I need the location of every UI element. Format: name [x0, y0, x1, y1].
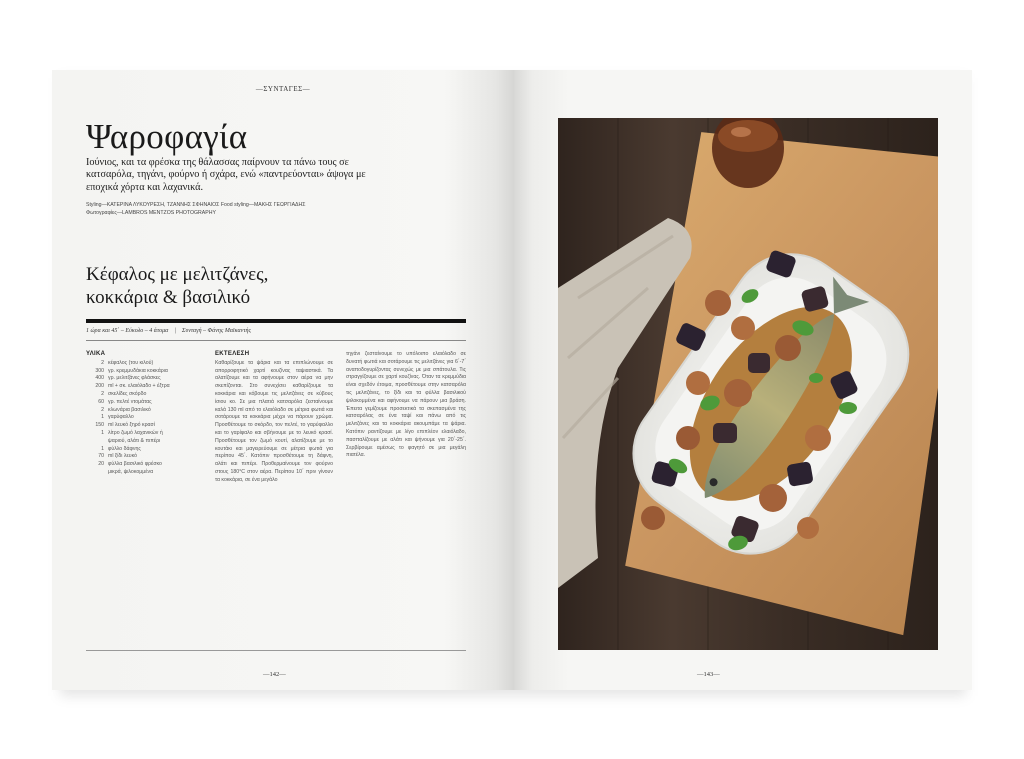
- ingredient-name: σκελίδες σκόρδο: [108, 390, 147, 397]
- right-page: [514, 70, 972, 690]
- section-label: —ΣΥΝΤΑΓΕΣ—: [255, 85, 311, 93]
- ingredients-heading: ΥΛΙΚΑ: [86, 351, 106, 357]
- recipe-title-line-2: κοκκάρια & βασιλικό: [86, 287, 251, 308]
- magazine-spread: [52, 70, 972, 690]
- recipe-meta-time: 1 ώρα και 45΄ – Εύκολο – 4 άτομα: [86, 328, 169, 334]
- ingredient-row: [86, 422, 191, 430]
- intro-text: Ιούνιος, και τα φρέσκα της θάλασσας παίρνουν τα πάνω τους σε κατσαρόλα, τηγάνι, φούρνο ή σχάρα, ενώ «παντρεύονται» άψογα με εποχικά χόρτα και λαχανικά.: [86, 157, 366, 193]
- page-number-right: —143—: [697, 671, 720, 678]
- ingredient-qty: 400: [95, 375, 104, 382]
- recipe-meta: [86, 328, 466, 334]
- plated-fish-dish-image: [558, 118, 938, 650]
- ingredient-qty: 2: [101, 359, 104, 366]
- ingredient-name: μικρά, ψιλοκομμένα: [108, 468, 154, 475]
- ingredient-qty: [86, 438, 108, 446]
- ingredient-qty: 150: [95, 422, 104, 429]
- thick-rule: [86, 319, 466, 323]
- ingredient-row: [86, 399, 191, 407]
- meta-separator: |: [174, 328, 176, 334]
- ingredient-name: φύλλα βασιλικό φρέσκο: [108, 461, 162, 468]
- ingredient-name: γρ. πελτέ ντομάτας: [108, 398, 152, 405]
- ingredient-qty: 1: [101, 429, 104, 436]
- ingredient-row: [86, 461, 191, 469]
- ingredient-row: [86, 360, 191, 368]
- ingredient-qty: 2: [101, 406, 104, 413]
- ingredient-qty: [86, 469, 108, 477]
- ingredient-qty: 20: [98, 461, 104, 468]
- recipe-title-line-1: Κέφαλος με μελιτζάνες,: [86, 264, 269, 285]
- ingredient-name: ml + σκ. ελαιόλαδο + έξτρα: [108, 383, 170, 390]
- ingredient-name: ψαριού, αλάτι & πιπέρι: [108, 437, 161, 444]
- method-text-2: τηγάνι ζεσταίνουμε το υπόλοιπο ελαιόλαδο σε δυνατή φωτιά και σοτάρουμε τις μελιτζάνες για 6΄-7΄ αναποδογυρίζοντας συνεχώς με μια σπάτουλα. Τις στραγγίζουμε σε χαρτί κουζίνας. Όταν τα κρεμμύδια είναι σχεδόν έτοιμα, προσθέτουμε στην κατσαρόλα τις μελιτζάνες, το ξίδι και τα φύλλα βασιλικού ψιλοκομμένα και αφήνουμε να πάρουν μια βράση. Έπειτα γεμίζουμε προσεκτικά τα σκεπασμένα της κατσαρόλας σε ένα ταψί και πάνω από τις μελιτζάνες και τα κοκκάρια ακουμπάμε τα ψάρια. Κατόπιν ραντίζουμε με λίγο επιπλέον ελαιόλαδο, πασπαλίζουμε με αλάτι και ψήνουμε για 20΄-25΄. Σερβίρουμε αμέσως το φαγητό σε μια μεγάλη πιατέλα.: [346, 351, 466, 459]
- ingredient-row: [86, 453, 191, 461]
- ingredient-qty: 300: [95, 367, 104, 374]
- ingredient-qty: 70: [98, 453, 104, 460]
- recipe-title: [86, 263, 346, 309]
- bottom-rule: [86, 650, 466, 651]
- ingredient-qty: 1: [101, 445, 104, 452]
- method-heading: ΕΚΤΕΛΕΣΗ: [215, 351, 250, 357]
- ingredient-row: [86, 438, 191, 446]
- ingredient-name: ml ξίδι λευκό: [108, 453, 138, 460]
- ingredient-name: φύλλο δάφνης: [108, 445, 141, 452]
- credits-line-1: Styling—ΚΑΤΕΡΙΝΑ ΛΥΚΟΥΡΕΣΗ, ΤΖΑΝΝΗΣ ΣΦΗΝΑΙΟΣ Food styling—ΜΑΚΗΣ ΓΕΩΡΓΙΑΔΗΣ: [86, 202, 306, 208]
- method-column-1: [215, 351, 333, 485]
- ingredient-row: [86, 446, 191, 454]
- ingredient-name: λίτρο ζωμό λαχανικών ή: [108, 429, 163, 436]
- method-text-1: Καθαρίζουμε τα ψάρια και τα επιπλώνουμε σε απορροφητικό χαρτί κουζίνας ταψιαστικά. Τα αλατίζουμε και τα αφήνουμε στον αέρα να μην σκεπίζονται. Στο συνεχίσει καθαρίζουμε τα κοκκάρια και κόβουμε τις μελιτζάνες σε κύβους ίσιου κο. Σε μια πλατιά κατσαρόλα ζεσταίνουμε καλά 130 ml από το ελαιόλαδο σε μέτρια φωτιά και σοτάρουμε τα κοκκάρια μέχρι να πάρουν χρώμα. Προσθέτουμε το σκόρδο, τον πελτέ, το γαρύφαλλο και το γαρίφαλο και σβήνουμε με το λευκό κρασί. Προσθέτουμε τον ζωμό κουτί, αλατίζουμε με το κουτάκι και μαγειρεύουμε σε μέτρια φωτιά για περίπου 45΄. Κατόπιν προσθέτουμε τη δάφνη, αλάτι και πιπέρι. Προθερμαίνουμε τον φούρνο στους 180°C στον αέρα. Περίπου 10΄ πριν γίνουν τα κοκκάρια, σε ένα μεγάλο: [215, 359, 333, 483]
- ingredient-name: γρ. κρεμμυδάκια κοκκάρια: [108, 367, 168, 374]
- ingredient-qty: 1: [101, 414, 104, 421]
- ingredients-column: [86, 351, 191, 477]
- ingredient-name: γρ. μελιτζάνες φλάσκες: [108, 375, 161, 382]
- ingredient-row: [86, 469, 191, 477]
- ingredient-row: [86, 414, 191, 422]
- ingredient-row: [86, 430, 191, 438]
- ingredient-name: κέφαλος (του κιλού): [108, 359, 154, 366]
- page-number-left: —142—: [263, 671, 286, 678]
- page-title: Ψαροφαγία: [86, 117, 248, 156]
- ingredient-row: [86, 391, 191, 399]
- recipe-meta-author: Συνταγή – Φάνης Μαϊκαντής: [181, 328, 251, 334]
- ingredient-qty: 2: [101, 390, 104, 397]
- ingredient-name: ml λευκό ξηρό κρασί: [108, 422, 155, 429]
- ingredient-name: γαρύφαλλο: [108, 414, 134, 421]
- ingredients-list: [86, 360, 191, 477]
- method-column-2: [346, 351, 466, 460]
- ingredient-name: κλωνάρια βασιλικό: [108, 406, 151, 413]
- ingredient-row: [86, 383, 191, 391]
- left-page: [52, 70, 514, 690]
- ingredient-qty: 60: [98, 398, 104, 405]
- credits: [86, 201, 386, 217]
- thin-rule: [86, 340, 466, 341]
- dish-photo-illustration: [558, 118, 938, 650]
- ingredient-qty: 200: [95, 383, 104, 390]
- ingredient-row: [86, 407, 191, 415]
- credits-line-2: Φωτογραφίες—LAMBROS MENTZOS PHOTOGRAPHY: [86, 210, 216, 216]
